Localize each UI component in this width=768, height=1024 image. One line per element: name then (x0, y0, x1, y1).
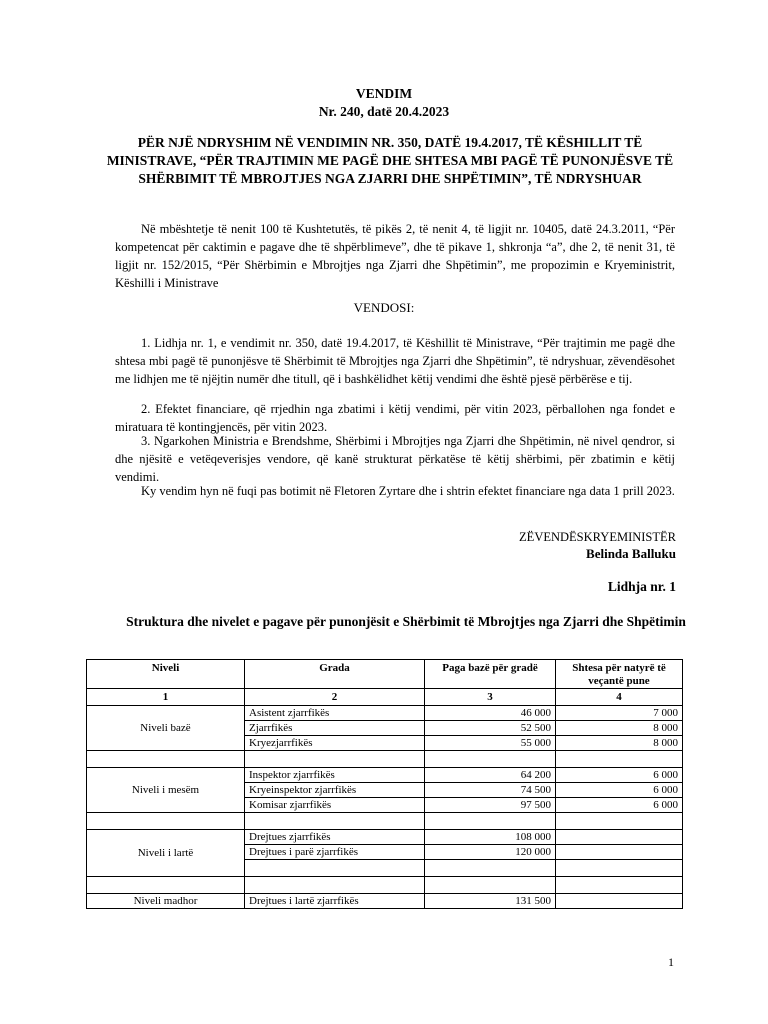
decision-number: Nr. 240, datë 20.4.2023 (318, 104, 450, 119)
entry-into-force: Ky vendim hyn në fuqi pas botimit në Fletoren Zyrtare dhe i shtrin efektet financiare nga data 1 prill 2023. (141, 484, 675, 498)
grade-cell: Kryezjarrfikës (245, 736, 425, 751)
decision-title: VENDIM (355, 86, 413, 101)
extra-cell: 7 000 (556, 706, 683, 721)
extra-cell: 6 000 (556, 783, 683, 798)
blank-row (87, 813, 683, 830)
grade-cell: Komisar zjarrfikës (245, 798, 425, 813)
level-name: Niveli i lartë (87, 830, 245, 877)
signatory-title: ZËVENDËSKRYEMINISTËR (519, 530, 676, 544)
extra-cell: 8 000 (556, 721, 683, 736)
table-row (87, 830, 683, 845)
table-title: Struktura dhe nivelet e pagave për punonjësit e Shërbimit të Mbrojtjes nga Zjarri dhe Shpëtimin (126, 614, 686, 629)
extra-cell: 6 000 (556, 798, 683, 813)
pay-cell: 131 500 (425, 894, 556, 909)
point-3: 3. Ngarkohen Ministria e Brendshme, Shërbimi i Mbrojtjes nga Zjarri dhe Shpëtimin, në nivel qendror, si dhe njësitë e vetëqeverisjes vendore, që kanë strukturat përkatëse të këtij shërbimi, për zbatimin e këtij vendimi. (115, 434, 675, 484)
salary-table (86, 659, 683, 909)
point-1: 1. Lidhja nr. 1, e vendimit nr. 350, datë 19.4.2017, të Këshillit të Ministrave, “Për trajtimin me pagë dhe shtesa mbi pagë të punonjësve të Shërbimit të Mbrojtjes nga Zjarri dhe Shpëtimin”, të ndryshuar, zëvendësohet me lidhjen me të njëjtin numër dhe titull, që i bashkëlidhet këtij vendimi dhe është pjesë përbërëse e tij. (115, 336, 675, 386)
level-name: Niveli madhor (87, 894, 245, 909)
annex-label: Lidhja nr. 1 (607, 579, 676, 594)
col-number: 4 (556, 689, 683, 706)
pay-cell: 46 000 (425, 706, 556, 721)
extra-cell (556, 894, 683, 909)
signatory-name: Belinda Balluku (586, 546, 676, 561)
grade-cell: Drejtues i parë zjarrfikës (245, 845, 425, 860)
header-grade: Grada (245, 660, 425, 689)
column-number-row (87, 689, 683, 706)
pay-cell: 74 500 (425, 783, 556, 798)
extra-cell (556, 845, 683, 860)
grade-cell: Asistent zjarrfikës (245, 706, 425, 721)
grade-cell: Drejtues i lartë zjarrfikës (245, 894, 425, 909)
level-name: Niveli bazë (87, 706, 245, 751)
page-number: 1 (668, 955, 674, 969)
grade-cell: Drejtues zjarrfikës (245, 830, 425, 845)
grade-cell: Inspektor zjarrfikës (245, 768, 425, 783)
intro-paragraph: Në mbështetje të nenit 100 të Kushtetutës, të pikës 2, të nenit 4, të ligjit nr. 10405, datë 24.3.2011, “Për kompetencat për caktimin e pagave dhe të shpërblimeve”, dhe të pikave 1, shkronja “a”, dhe 2, të nenit 31, të ligjit nr. 152/2015, “Për Shërbimin e Mbrojtjes nga Zjarri dhe Shpëtimin”, me propozimin e Kryeministrit, Këshilli i Ministrave (115, 222, 675, 290)
table-row (87, 768, 683, 783)
decides-heading: VENDOSI: (353, 300, 415, 315)
grade-cell: Kryeinspektor zjarrfikës (245, 783, 425, 798)
pay-cell: 97 500 (425, 798, 556, 813)
header-base-pay: Paga bazë për gradë (425, 660, 556, 689)
decision-subject: PËR NJË NDRYSHIM NË VENDIMIN NR. 350, DATË 19.4.2017, TË KËSHILLIT TË MINISTRAVE, “PËR TRAJTIMIN ME PAGË DHE SHTESA MBI PAGË TË PUNONJËSVE TË SHËRBIMIT TË MBROJTJES NGA ZJARRI DHE SHPËTIMIN”, TË NDRYSHUAR (106, 135, 674, 186)
extra-cell: 8 000 (556, 736, 683, 751)
table-header-row (87, 660, 683, 689)
col-number: 2 (245, 689, 425, 706)
pay-cell: 55 000 (425, 736, 556, 751)
col-number: 1 (87, 689, 245, 706)
pay-cell: 120 000 (425, 845, 556, 860)
pay-cell: 52 500 (425, 721, 556, 736)
table-row (87, 894, 683, 909)
table-row (87, 706, 683, 721)
pay-cell: 108 000 (425, 830, 556, 845)
header-extra-pay: Shtesa për natyrë të veçantë pune (556, 660, 683, 689)
pay-cell: 64 200 (425, 768, 556, 783)
level-name: Niveli i mesëm (87, 768, 245, 813)
col-number: 3 (425, 689, 556, 706)
header-level: Niveli (87, 660, 245, 689)
grade-cell: Zjarrfikës (245, 721, 425, 736)
blank-row (87, 877, 683, 894)
extra-cell (556, 830, 683, 845)
extra-cell: 6 000 (556, 768, 683, 783)
blank-row (87, 751, 683, 768)
point-2: 2. Efektet financiare, që rrjedhin nga zbatimi i këtij vendimi, për vitin 2023, përballohen nga fondet e miratuara të kontingjencës, për vitin 2023. (115, 402, 675, 434)
